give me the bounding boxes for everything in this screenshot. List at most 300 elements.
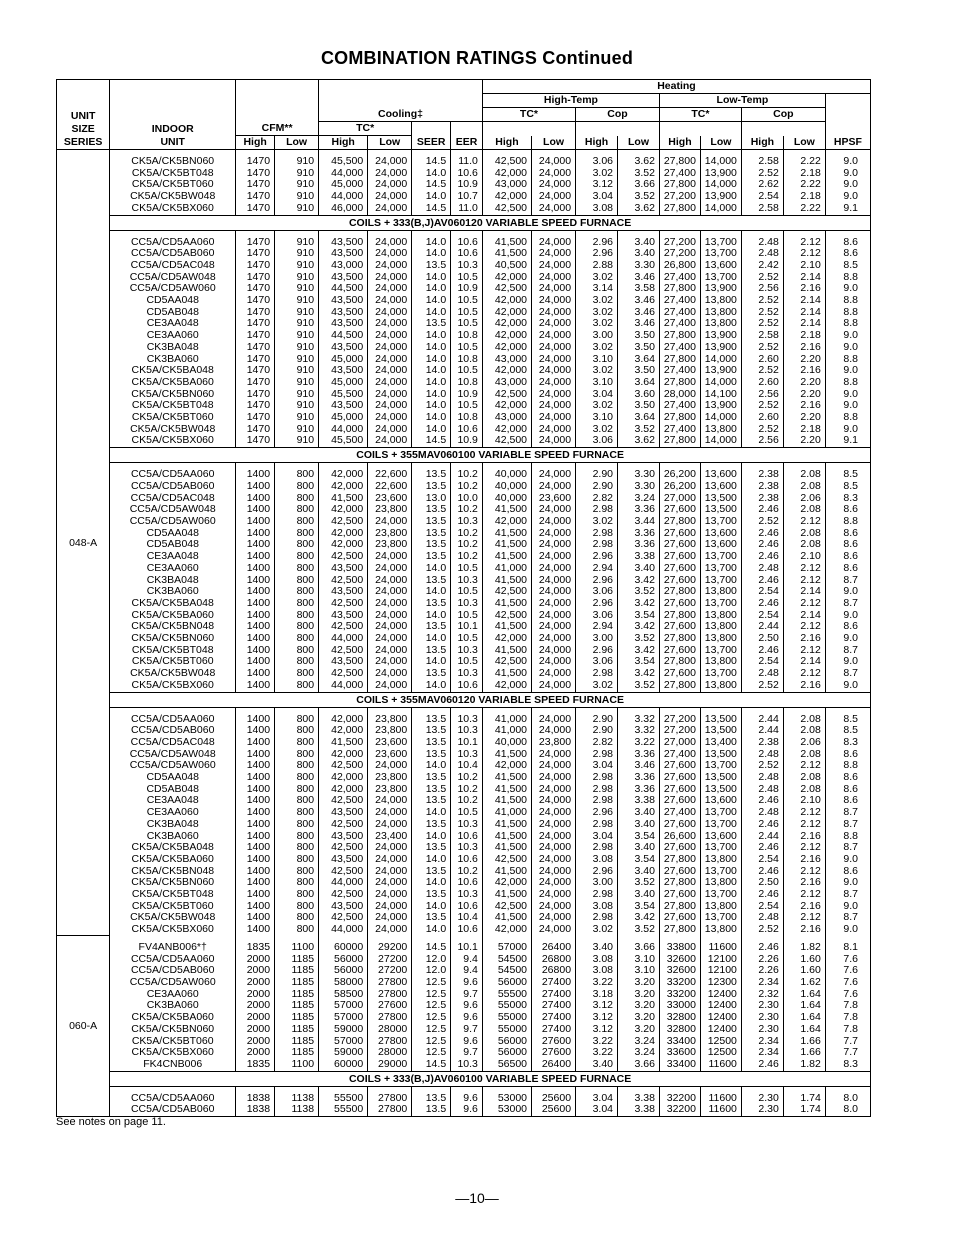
value-cell: 42,000: [482, 330, 531, 342]
value-cell: 13,500: [700, 725, 741, 737]
indoor-unit-cell: CK5A/CK5BT048: [110, 168, 236, 180]
value-cell: 2.52: [741, 760, 783, 772]
header-cop-high-temp: Cop: [576, 108, 660, 122]
value-cell: 41,500: [482, 598, 531, 610]
value-cell: 800: [275, 598, 319, 610]
value-cell: 2.22: [783, 203, 825, 215]
value-cell: 2.26: [741, 965, 783, 977]
value-cell: 12400: [700, 1012, 741, 1024]
header-tc-cooling: TC*: [319, 122, 412, 136]
section-title: COILS + 333(B,J)AV060100 VARIABLE SPEED FURNACE: [110, 1071, 871, 1086]
value-cell: 23,800: [368, 504, 412, 516]
indoor-unit-cell: CC5A/CD5AW060: [110, 977, 236, 989]
table-header: [57, 80, 871, 150]
value-cell: 3.42: [618, 621, 660, 633]
value-cell: 3.08: [576, 901, 618, 913]
value-cell: 24,000: [368, 272, 412, 284]
value-cell: 29000: [368, 1059, 412, 1071]
value-cell: 44,500: [319, 330, 368, 342]
value-cell: 1400: [236, 575, 275, 587]
value-cell: 3.04: [576, 760, 618, 772]
value-cell: 13.5: [412, 772, 451, 784]
value-cell: 10.6: [451, 877, 483, 889]
value-cell: 2.98: [576, 889, 618, 901]
indoor-unit-cell: CC5A/CD5AA060: [110, 954, 236, 966]
value-cell: 13,800: [700, 680, 741, 692]
value-cell: 24,000: [532, 633, 576, 645]
value-cell: 800: [275, 668, 319, 680]
value-cell: 3.22: [576, 1047, 618, 1059]
indoor-unit-cell: CK5A/CK5BT060: [110, 1036, 236, 1048]
value-cell: 1400: [236, 493, 275, 505]
value-cell: 910: [275, 272, 319, 284]
value-cell: 10.5: [451, 307, 483, 319]
value-cell: 14,000: [700, 354, 741, 366]
value-cell: 800: [275, 621, 319, 633]
value-cell: 7.8: [843, 999, 858, 1012]
value-cell: 3.12: [576, 179, 618, 191]
header-ht-cop-low: Low: [618, 136, 660, 150]
value-cell: 800: [275, 854, 319, 866]
indoor-unit-cell: CK5A/CK5BA060: [110, 1012, 236, 1024]
indoor-unit-cell: CC5A/CD5AW048: [110, 749, 236, 761]
indoor-unit-cell: CE3AA060: [110, 807, 236, 819]
value-cell: 1138: [275, 1093, 319, 1105]
value-cell: 24,000: [532, 295, 576, 307]
value-cell: 14.5: [412, 156, 451, 168]
value-cell: 2.22: [783, 179, 825, 191]
value-cell: 2.20: [783, 377, 825, 389]
value-cell: 41,500: [482, 237, 531, 249]
value-cell: 1470: [236, 295, 275, 307]
value-cell: 2.96: [576, 598, 618, 610]
indoor-unit-cell: CK5A/CK5BN048: [110, 866, 236, 878]
indoor-unit-cell: CE3AA048: [110, 318, 236, 330]
value-cell: 42,500: [319, 598, 368, 610]
value-cell: 1400: [236, 866, 275, 878]
indoor-unit-cell: CK3BA060: [110, 831, 236, 843]
value-cell: 27600: [532, 1036, 576, 1048]
value-cell: 13,700: [700, 598, 741, 610]
value-cell: 10.9: [451, 435, 483, 447]
value-cell: 2.16: [783, 831, 825, 843]
value-cell: 8.8: [843, 352, 858, 365]
value-cell: 24,000: [532, 504, 576, 516]
value-cell: 14.0: [412, 831, 451, 843]
value-cell: 2.08: [783, 528, 825, 540]
value-cell: 26800: [532, 965, 576, 977]
value-cell: 24,000: [368, 819, 412, 831]
value-cell: 24,000: [532, 749, 576, 761]
value-cell: 24,000: [368, 191, 412, 203]
value-cell: 910: [275, 389, 319, 401]
value-cell: 2.16: [783, 924, 825, 936]
table-row: [57, 1059, 871, 1071]
value-cell: 13.5: [412, 912, 451, 924]
value-cell: 24,000: [368, 575, 412, 587]
value-cell: 3.64: [618, 377, 660, 389]
value-cell: 12400: [700, 1024, 741, 1036]
value-cell: 13.5: [412, 551, 451, 563]
value-cell: 2.82: [576, 737, 618, 749]
value-cell: 27,400: [659, 400, 700, 412]
indoor-unit-cell: CC5A/CD5AB060: [110, 725, 236, 737]
value-cell: 24,000: [532, 842, 576, 854]
value-cell: 3.52: [618, 680, 660, 692]
value-cell: 800: [275, 912, 319, 924]
value-cell: 42,000: [319, 714, 368, 726]
value-cell: 2.48: [741, 749, 783, 761]
value-cell: 8.6: [843, 620, 858, 633]
value-cell: 2.16: [783, 365, 825, 377]
value-cell: 24,000: [368, 563, 412, 575]
value-cell: 43,500: [319, 656, 368, 668]
value-cell: 12500: [700, 1047, 741, 1059]
value-cell: 24,000: [368, 795, 412, 807]
value-cell: 2.14: [783, 318, 825, 330]
value-cell: 9.7: [451, 989, 483, 1001]
value-cell: 24,000: [368, 237, 412, 249]
value-cell: 2.10: [783, 551, 825, 563]
value-cell: 2.52: [741, 295, 783, 307]
value-cell: 53000: [482, 1104, 531, 1116]
header-low-temp: Low-Temp: [659, 94, 825, 108]
value-cell: 3.36: [618, 772, 660, 784]
value-cell: 14.0: [412, 342, 451, 354]
value-cell: 800: [275, 633, 319, 645]
value-cell: 13.5: [412, 819, 451, 831]
value-cell: 2.08: [783, 714, 825, 726]
value-cell: 24,000: [368, 645, 412, 657]
value-cell: 27800: [368, 1093, 412, 1105]
value-cell: 24,000: [532, 156, 576, 168]
indoor-unit-cell: CK5A/CK5BW048: [110, 912, 236, 924]
table-row: [57, 1024, 871, 1036]
value-cell: 1400: [236, 656, 275, 668]
value-cell: 24,000: [532, 389, 576, 401]
value-cell: 24,000: [368, 854, 412, 866]
value-cell: 3.54: [618, 610, 660, 622]
value-cell: 1400: [236, 912, 275, 924]
value-cell: 24,000: [368, 516, 412, 528]
value-cell: 3.52: [618, 924, 660, 936]
value-cell: 13,900: [700, 283, 741, 295]
value-cell: 24,000: [368, 318, 412, 330]
value-cell: 28,000: [659, 389, 700, 401]
value-cell: 3.42: [618, 668, 660, 680]
value-cell: 3.02: [576, 424, 618, 436]
value-cell: 2.90: [576, 714, 618, 726]
value-cell: 1400: [236, 680, 275, 692]
value-cell: 1100: [275, 942, 319, 954]
value-cell: 3.04: [576, 191, 618, 203]
value-cell: 27,400: [659, 342, 700, 354]
value-cell: 3.06: [576, 435, 618, 447]
table-row: [57, 295, 871, 307]
value-cell: 8.6: [843, 550, 858, 563]
value-cell: 1.82: [783, 942, 825, 954]
value-cell: 14.0: [412, 680, 451, 692]
value-cell: 41,500: [482, 912, 531, 924]
value-cell: 10.6: [451, 168, 483, 180]
value-cell: 2.12: [783, 819, 825, 831]
value-cell: 27,600: [659, 866, 700, 878]
value-cell: 10.5: [451, 633, 483, 645]
value-cell: 3.64: [618, 412, 660, 424]
value-cell: 1185: [275, 977, 319, 989]
value-cell: 13,700: [700, 760, 741, 772]
value-cell: 800: [275, 575, 319, 587]
value-cell: 2.18: [783, 330, 825, 342]
indoor-unit-cell: CK5A/CK5BT048: [110, 400, 236, 412]
value-cell: 42,500: [482, 901, 531, 913]
value-cell: 2.46: [741, 504, 783, 516]
value-cell: 1185: [275, 954, 319, 966]
value-cell: 2.96: [576, 866, 618, 878]
value-cell: 8.5: [843, 258, 858, 271]
value-cell: 59000: [319, 1024, 368, 1036]
value-cell: 40,500: [482, 260, 531, 272]
table-row: [57, 435, 871, 447]
value-cell: 13.5: [412, 842, 451, 854]
value-cell: 41,000: [482, 725, 531, 737]
value-cell: 14.5: [412, 1059, 451, 1071]
value-cell: 800: [275, 714, 319, 726]
value-cell: 14.0: [412, 191, 451, 203]
value-cell: 41,500: [482, 528, 531, 540]
value-cell: 44,000: [319, 424, 368, 436]
value-cell: 14,000: [700, 179, 741, 191]
value-cell: 24,000: [532, 516, 576, 528]
value-cell: 1185: [275, 1012, 319, 1024]
value-cell: 23,800: [368, 784, 412, 796]
value-cell: 2.12: [783, 645, 825, 657]
indoor-unit-cell: CD5AB048: [110, 307, 236, 319]
value-cell: 800: [275, 842, 319, 854]
value-cell: 10.0: [451, 493, 483, 505]
value-cell: 2.98: [576, 819, 618, 831]
value-cell: 9.0: [843, 678, 858, 691]
indoor-unit-cell: CD5AA048: [110, 528, 236, 540]
value-cell: 3.02: [576, 924, 618, 936]
indoor-unit-cell: CC5A/CD5AW060: [110, 283, 236, 295]
value-cell: 24,000: [368, 889, 412, 901]
value-cell: 41,500: [319, 737, 368, 749]
value-cell: 2.12: [783, 889, 825, 901]
value-cell: 11.0: [451, 203, 483, 215]
value-cell: 28000: [368, 1024, 412, 1036]
indoor-unit-cell: CK5A/CK5BT060: [110, 656, 236, 668]
value-cell: 3.00: [576, 330, 618, 342]
value-cell: 42,500: [482, 854, 531, 866]
value-cell: 42,000: [482, 307, 531, 319]
value-cell: 13,400: [700, 737, 741, 749]
value-cell: 13.5: [412, 749, 451, 761]
value-cell: 1470: [236, 168, 275, 180]
value-cell: 10.8: [451, 354, 483, 366]
value-cell: 800: [275, 725, 319, 737]
value-cell: 2.46: [741, 942, 783, 954]
value-cell: 1400: [236, 481, 275, 493]
value-cell: 12100: [700, 954, 741, 966]
value-cell: 3.06: [576, 610, 618, 622]
value-cell: 10.9: [451, 283, 483, 295]
value-cell: 41,500: [482, 772, 531, 784]
value-cell: 13,700: [700, 866, 741, 878]
value-cell: 2.54: [741, 586, 783, 598]
value-cell: 3.02: [576, 365, 618, 377]
combination-ratings-table: [56, 79, 871, 1117]
value-cell: 27600: [368, 1000, 412, 1012]
value-cell: 1100: [275, 1059, 319, 1071]
value-cell: 55500: [319, 1093, 368, 1105]
value-cell: 27,800: [659, 633, 700, 645]
value-cell: 27600: [532, 1047, 576, 1059]
value-cell: 42,500: [319, 645, 368, 657]
value-cell: 56500: [482, 1059, 531, 1071]
value-cell: 42,000: [319, 481, 368, 493]
value-cell: 3.36: [618, 749, 660, 761]
indoor-unit-cell: CK5A/CK5BA060: [110, 610, 236, 622]
header-lt-cop-high: High: [741, 136, 783, 150]
value-cell: 32200: [659, 1104, 700, 1116]
value-cell: 24,000: [368, 424, 412, 436]
value-cell: 13,800: [700, 610, 741, 622]
value-cell: 7.6: [843, 964, 858, 977]
value-cell: 13,700: [700, 248, 741, 260]
value-cell: 3.62: [618, 156, 660, 168]
value-cell: 10.8: [451, 377, 483, 389]
value-cell: 42,000: [482, 760, 531, 772]
page-number: —10—: [455, 1190, 499, 1206]
value-cell: 1470: [236, 389, 275, 401]
value-cell: 2.22: [783, 156, 825, 168]
value-cell: 13,700: [700, 807, 741, 819]
value-cell: 24,000: [532, 365, 576, 377]
value-cell: 2.30: [741, 1000, 783, 1012]
value-cell: 24,000: [368, 901, 412, 913]
value-cell: 14,000: [700, 412, 741, 424]
value-cell: 13,600: [700, 539, 741, 551]
value-cell: 2.14: [783, 656, 825, 668]
value-cell: 2.90: [576, 725, 618, 737]
value-cell: 14.0: [412, 563, 451, 575]
value-cell: 27,800: [659, 854, 700, 866]
value-cell: 14.0: [412, 295, 451, 307]
value-cell: 43,500: [319, 563, 368, 575]
value-cell: 910: [275, 260, 319, 272]
value-cell: 13.5: [412, 714, 451, 726]
value-cell: 2.54: [741, 656, 783, 668]
value-cell: 14.5: [412, 435, 451, 447]
value-cell: 2.30: [741, 1024, 783, 1036]
value-cell: 2.62: [741, 179, 783, 191]
value-cell: 3.30: [618, 469, 660, 481]
value-cell: 41,000: [482, 563, 531, 575]
value-cell: 1.66: [783, 1047, 825, 1059]
value-cell: 24,000: [368, 680, 412, 692]
value-cell: 9.4: [451, 965, 483, 977]
value-cell: 13.5: [412, 889, 451, 901]
value-cell: 3.10: [618, 965, 660, 977]
value-cell: 13.5: [412, 621, 451, 633]
value-cell: 2.60: [741, 354, 783, 366]
indoor-unit-cell: CK3BA060: [110, 1000, 236, 1012]
value-cell: 1470: [236, 412, 275, 424]
header-eer: EER: [451, 122, 483, 150]
indoor-unit-cell: CC5A/CD5AC048: [110, 260, 236, 272]
value-cell: 3.38: [618, 551, 660, 563]
value-cell: 800: [275, 877, 319, 889]
value-cell: 8.6: [843, 235, 858, 248]
value-cell: 1470: [236, 342, 275, 354]
value-cell: 3.32: [618, 725, 660, 737]
value-cell: 13.5: [412, 528, 451, 540]
value-cell: 1470: [236, 203, 275, 215]
indoor-unit-cell: CK5A/CK5BX060: [110, 435, 236, 447]
value-cell: 3.44: [618, 516, 660, 528]
value-cell: 13.5: [412, 737, 451, 749]
value-cell: 42,000: [482, 318, 531, 330]
value-cell: 27,600: [659, 912, 700, 924]
value-cell: 27,400: [659, 307, 700, 319]
value-cell: 2000: [236, 1000, 275, 1012]
value-cell: 44,000: [319, 924, 368, 936]
indoor-unit-cell: CE3AA060: [110, 330, 236, 342]
value-cell: 10.3: [451, 516, 483, 528]
value-cell: 27400: [532, 1024, 576, 1036]
value-cell: 800: [275, 831, 319, 843]
value-cell: 2.98: [576, 749, 618, 761]
value-cell: 2.98: [576, 504, 618, 516]
value-cell: 11600: [700, 1104, 741, 1116]
value-cell: 9.0: [843, 632, 858, 645]
value-cell: 13,500: [700, 749, 741, 761]
value-cell: 60000: [319, 942, 368, 954]
value-cell: 3.02: [576, 680, 618, 692]
section-row: [57, 448, 871, 463]
value-cell: 28000: [368, 1047, 412, 1059]
value-cell: 32800: [659, 1012, 700, 1024]
value-cell: 10.2: [451, 795, 483, 807]
value-cell: 2.46: [741, 795, 783, 807]
value-cell: 3.40: [618, 819, 660, 831]
value-cell: 41,500: [482, 621, 531, 633]
value-cell: 3.24: [618, 493, 660, 505]
value-cell: 3.12: [576, 1012, 618, 1024]
value-cell: 9.7: [451, 1047, 483, 1059]
value-cell: 2.12: [783, 621, 825, 633]
value-cell: 3.02: [576, 295, 618, 307]
value-cell: 23,800: [368, 528, 412, 540]
table-row: [57, 680, 871, 692]
value-cell: 56000: [482, 977, 531, 989]
value-cell: 8.5: [843, 712, 858, 725]
value-cell: 3.52: [618, 586, 660, 598]
value-cell: 24,000: [368, 924, 412, 936]
value-cell: 800: [275, 610, 319, 622]
value-cell: 1185: [275, 1000, 319, 1012]
value-cell: 9.6: [451, 977, 483, 989]
value-cell: 14.0: [412, 424, 451, 436]
value-cell: 24,000: [532, 435, 576, 447]
value-cell: 8.6: [843, 503, 858, 516]
value-cell: 1400: [236, 598, 275, 610]
value-cell: 1.60: [783, 954, 825, 966]
indoor-unit-cell: CK5A/CK5BN060: [110, 389, 236, 401]
value-cell: 3.54: [618, 901, 660, 913]
value-cell: 14.0: [412, 389, 451, 401]
